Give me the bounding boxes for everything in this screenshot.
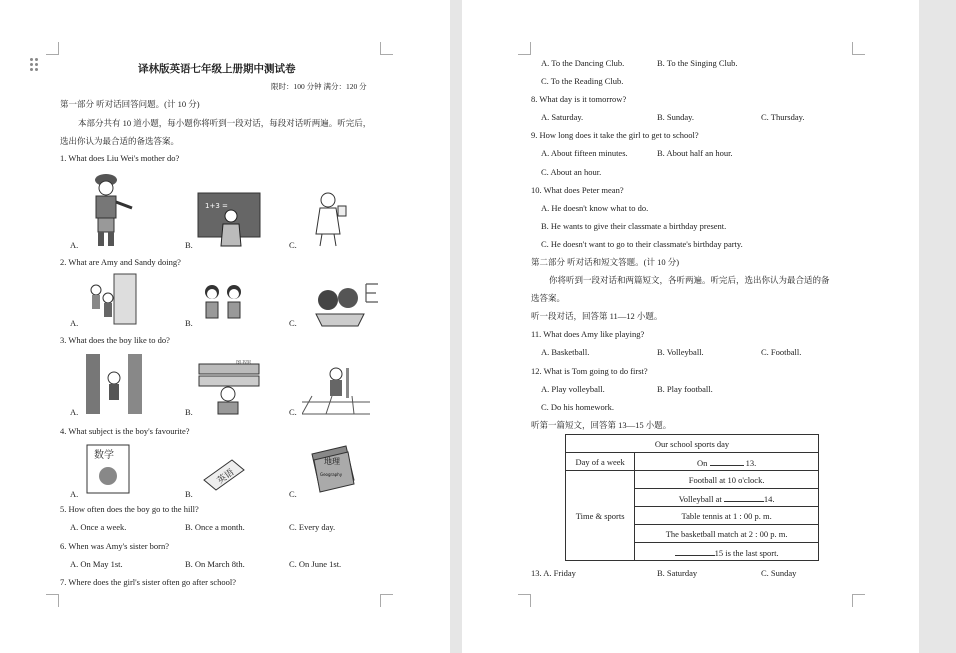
option-b: B. About half an hour. bbox=[657, 148, 733, 158]
girls-reading-picture bbox=[308, 280, 380, 328]
option-c: C. bbox=[289, 318, 297, 328]
sport-row-2 bbox=[635, 489, 819, 507]
option-a: A. He doesn't know what to do. bbox=[541, 203, 649, 213]
option-c: C. Football. bbox=[761, 347, 802, 357]
part2-instruction: 你将听到一段对话和两篇短文，各听两遍。听完后，选出你认为最合适的备 bbox=[549, 275, 830, 285]
sport-row-3: Table tennis at 1 : 00 p. m. bbox=[635, 507, 819, 525]
question-11: 11. What does Amy like playing? bbox=[531, 329, 645, 339]
question-13-option-b: B. Saturday bbox=[657, 568, 698, 578]
question-7: 7. Where does the girl's sister often go after school? bbox=[60, 577, 237, 587]
option-a: A. bbox=[70, 407, 79, 417]
boy-library-picture bbox=[198, 360, 260, 416]
math-book-picture bbox=[86, 444, 130, 494]
part2-heading: 第二部分 听对话和短文答题。(计 10 分) bbox=[531, 257, 680, 267]
option-c: C. He doesn't want to go to their classmate's birthday party. bbox=[541, 239, 743, 249]
crop-mark bbox=[380, 42, 393, 55]
day-value-num: 13. bbox=[745, 457, 757, 468]
table-row bbox=[566, 471, 819, 489]
question-6: 6. When was Amy's sister born? bbox=[60, 541, 170, 551]
teacher-blackboard-picture bbox=[197, 192, 261, 248]
option-c: C. Thursday. bbox=[761, 112, 805, 122]
boy-dancing-picture bbox=[302, 366, 370, 416]
option-b: B. He wants to give their classmate a birthday present. bbox=[541, 221, 727, 231]
sport-row-2-num: 14. bbox=[763, 493, 775, 504]
question-9: 9. How long does it take the girl to get to school? bbox=[531, 130, 699, 140]
option-b: B. Play football. bbox=[657, 384, 713, 394]
passage-note: 听第一篇短文，回答第 13—15 小题。 bbox=[531, 420, 672, 430]
doc-title: 译林版英语七年级上册期中测试卷 bbox=[138, 64, 296, 75]
kids-playing-picture bbox=[84, 272, 138, 326]
option-c: C. To the Reading Club. bbox=[541, 76, 624, 86]
option-b: B. Volleyball. bbox=[657, 347, 704, 357]
crop-mark bbox=[852, 42, 865, 55]
sport-row-1: Football at 10 o'clock. bbox=[635, 471, 819, 489]
option-c: C. bbox=[289, 407, 297, 417]
sport-row-5-num: 15 bbox=[714, 547, 724, 558]
question-5: 5. How often does the boy go to the hill? bbox=[60, 504, 199, 514]
part1-heading: 第一部分 听对话回答问题。(计 10 分) bbox=[60, 99, 200, 109]
option-b: B. On March 8th. bbox=[185, 559, 245, 569]
option-a: A. Play volleyball. bbox=[541, 384, 605, 394]
day-value-prefix: On bbox=[697, 457, 708, 468]
shelf-label: 图书馆 bbox=[236, 360, 252, 366]
option-c: C. On June 1st. bbox=[289, 559, 342, 569]
crop-mark bbox=[518, 42, 531, 55]
geography-book-picture bbox=[308, 444, 356, 494]
sport-row-5 bbox=[635, 543, 819, 561]
question-3: 3. What does the boy like to do? bbox=[60, 335, 170, 345]
part1-instruction: 本部分共有 10 道小题，每小题你将听到一段对话，每段对话听两遍。听完后， bbox=[78, 118, 372, 128]
option-a: A. bbox=[70, 240, 79, 250]
option-a: A. bbox=[70, 318, 79, 328]
time-label: Time & sports bbox=[566, 471, 635, 561]
girls-singing-picture bbox=[198, 280, 250, 328]
question-10: 10. What does Peter mean? bbox=[531, 185, 624, 195]
question-8: 8. What day is it tomorrow? bbox=[531, 94, 627, 104]
boy-climbing-picture bbox=[84, 352, 148, 416]
english-label: 英语 bbox=[215, 467, 237, 487]
option-c: C. Every day. bbox=[289, 522, 336, 532]
math-label: 数学 bbox=[94, 450, 114, 461]
option-b: B. bbox=[185, 489, 193, 499]
option-a: A. To the Dancing Club. bbox=[541, 58, 625, 68]
option-c: C. About an hour. bbox=[541, 167, 602, 177]
option-b: B. bbox=[185, 407, 193, 417]
drag-handle-icon[interactable] bbox=[30, 58, 38, 72]
table-row bbox=[566, 435, 819, 453]
option-c: C. Do his homework. bbox=[541, 402, 614, 412]
question-13-option-c: C. Sunday bbox=[761, 568, 797, 578]
part1-instruction-cont: 选出你认为最合适的备选答案。 bbox=[60, 136, 180, 146]
answer-blank-15[interactable] bbox=[675, 546, 715, 556]
table-title: Our school sports day bbox=[566, 435, 819, 453]
sport-row-4: The basketball match at 2 : 00 p. m. bbox=[635, 525, 819, 543]
option-b: B. To the Singing Club. bbox=[657, 58, 738, 68]
option-c: C. bbox=[289, 240, 297, 250]
dialog-note: 听一段对话，回答第 11—12 小题。 bbox=[531, 311, 663, 321]
question-13-option-a: 13. A. Friday bbox=[531, 568, 576, 578]
day-label: Day of a week bbox=[566, 453, 635, 471]
crop-mark bbox=[46, 42, 59, 55]
question-2: 2. What are Amy and Sandy doing? bbox=[60, 257, 181, 267]
option-a: A. About fifteen minutes. bbox=[541, 148, 628, 158]
option-b: B. Sunday. bbox=[657, 112, 694, 122]
english-book-picture bbox=[202, 458, 246, 492]
doc-meta: 限时：100 分钟 满分：120 分 bbox=[271, 82, 367, 91]
crop-mark bbox=[852, 594, 865, 607]
option-a: A. bbox=[70, 489, 79, 499]
option-a: A. On May 1st. bbox=[70, 559, 123, 569]
crop-mark bbox=[46, 594, 59, 607]
answer-blank-13[interactable] bbox=[710, 456, 744, 466]
part2-instruction-cont: 选答案。 bbox=[531, 293, 566, 303]
question-4: 4. What subject is the boy's favourite? bbox=[60, 426, 190, 436]
option-c: C. bbox=[289, 489, 297, 499]
sports-day-table bbox=[565, 434, 819, 561]
crop-mark bbox=[518, 594, 531, 607]
geo-label: 地理 bbox=[324, 457, 340, 466]
option-b: B. bbox=[185, 240, 193, 250]
scroll-gutter[interactable] bbox=[934, 0, 956, 653]
nurse-picture bbox=[312, 190, 352, 248]
crop-mark bbox=[380, 594, 393, 607]
sport-row-2-prefix: Volleyball at bbox=[678, 493, 722, 504]
table-row bbox=[566, 453, 819, 471]
board-text: 1+3 = bbox=[205, 202, 228, 210]
answer-blank-14[interactable] bbox=[724, 492, 764, 502]
sport-row-5-suffix: is the last sport. bbox=[725, 547, 779, 558]
day-value bbox=[635, 453, 819, 471]
option-b: B. Once a month. bbox=[185, 522, 245, 532]
traffic-police-picture bbox=[84, 170, 134, 248]
option-b: B. bbox=[185, 318, 193, 328]
question-1: 1. What does Liu Wei's mother do? bbox=[60, 153, 180, 163]
option-a: A. Basketball. bbox=[541, 347, 590, 357]
geo-en-label: Geography bbox=[320, 472, 343, 477]
option-a: A. Saturday. bbox=[541, 112, 584, 122]
question-12: 12. What is Tom going to do first? bbox=[531, 366, 648, 376]
option-a: A. Once a week. bbox=[70, 522, 127, 532]
